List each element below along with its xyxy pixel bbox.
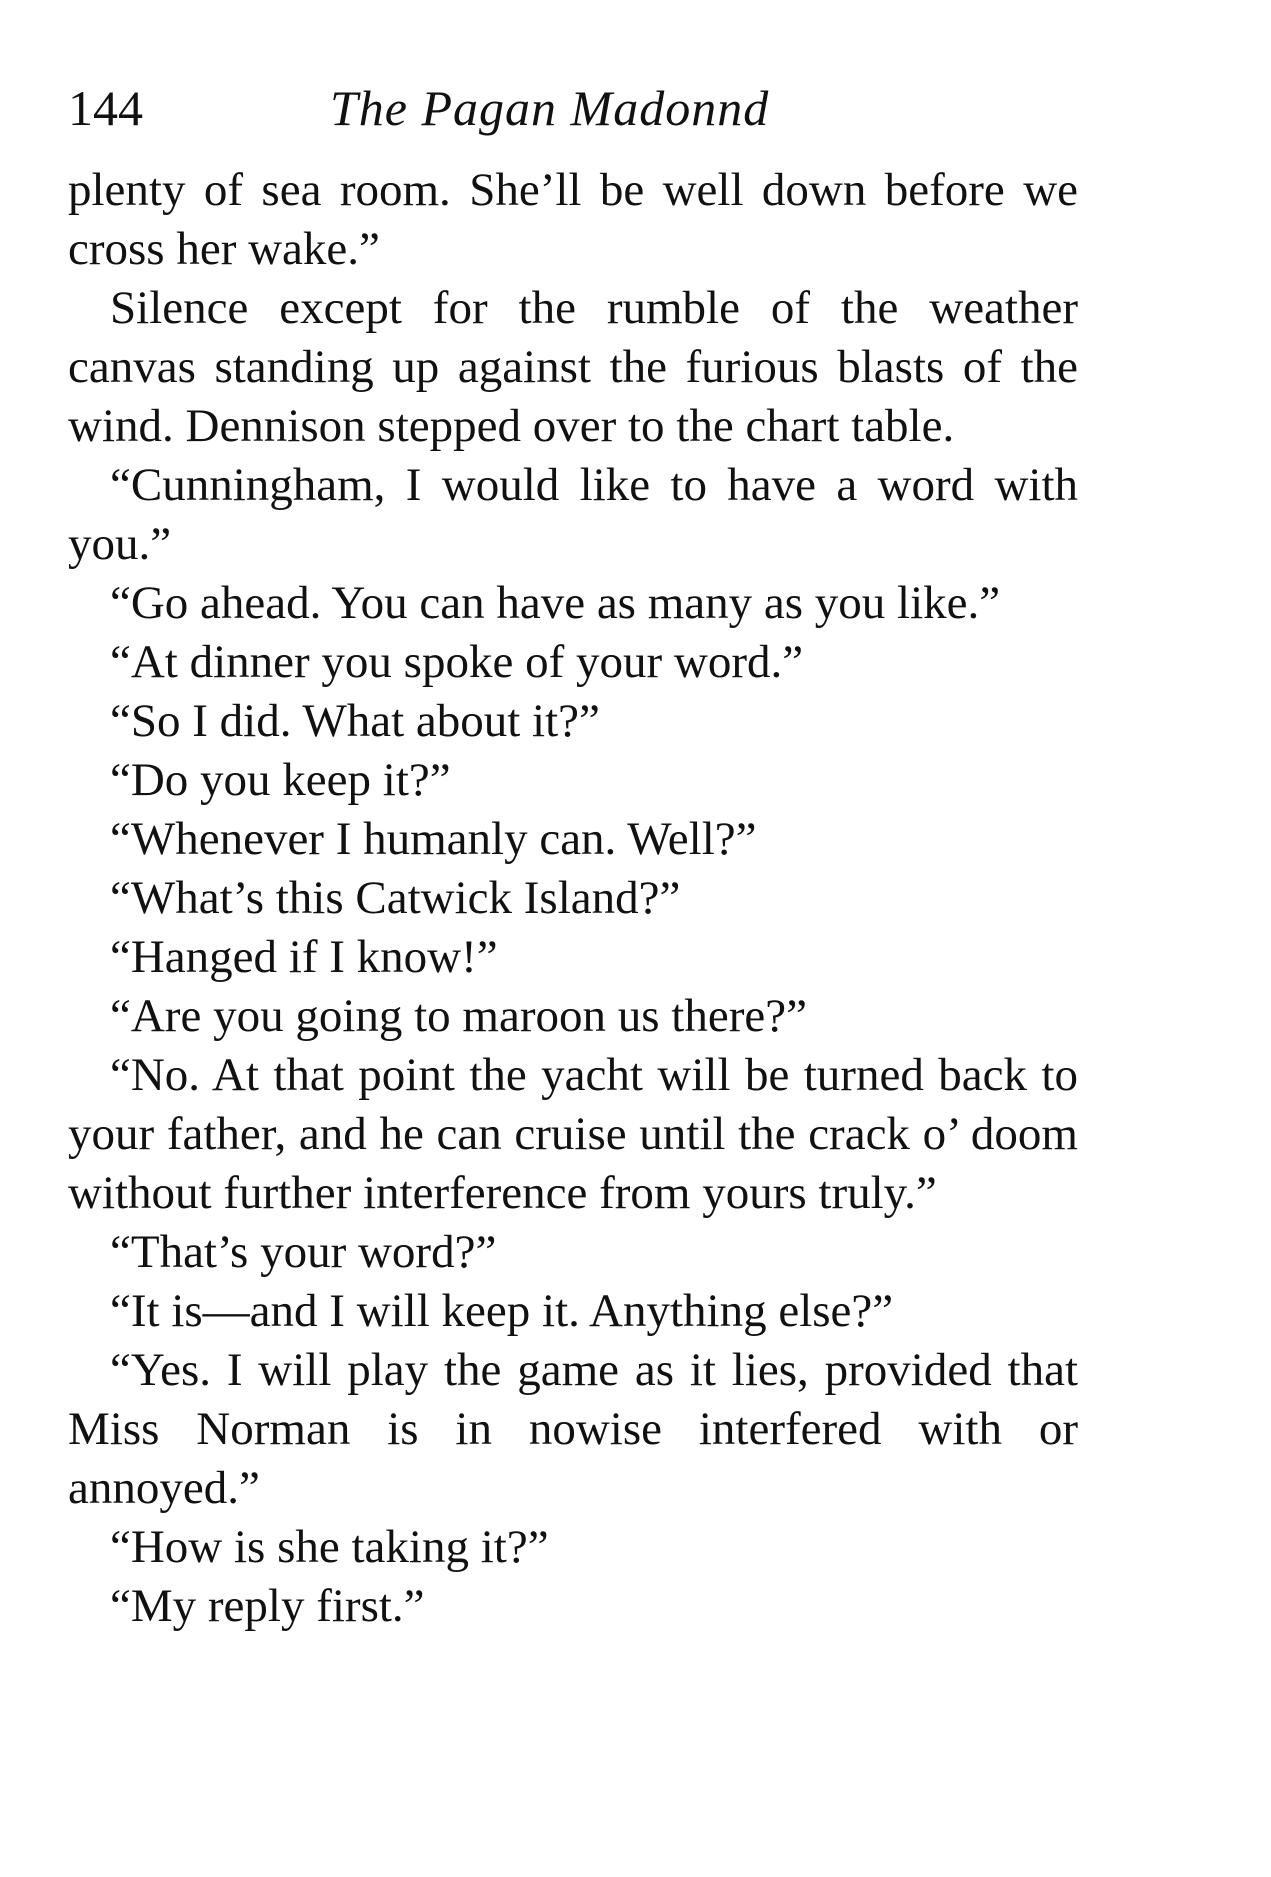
paragraph: “Cunningham, I would like to have a word with you.” xyxy=(68,459,1078,570)
paragraph: “Whenever I humanly can. Well?” xyxy=(110,813,757,865)
paragraph: “Are you going to maroon us there?” xyxy=(110,990,807,1042)
paragraph: “At dinner you spoke of your word.” xyxy=(110,636,804,688)
paragraph: “Hanged if I know!” xyxy=(110,931,498,983)
paragraph: “That’s your word?” xyxy=(110,1226,497,1278)
body-text xyxy=(68,161,1078,1636)
paragraph: “How is she taking it?” xyxy=(110,1521,549,1573)
page-number: 144 xyxy=(68,80,143,136)
paragraph: “No. At that point the yacht will be turned back to your father, and he can cruise until the crack o’ doom without further interference from yours truly.” xyxy=(68,1049,1078,1219)
paragraph: “Do you keep it?” xyxy=(110,754,451,806)
paragraph: “My reply first.” xyxy=(110,1580,425,1632)
paragraph: “What’s this Catwick Island?” xyxy=(110,872,681,924)
paragraph: “Yes. I will play the game as it lies, provided that Miss Norman is in nowise interfered with or annoyed.” xyxy=(68,1344,1078,1514)
page-header xyxy=(68,78,1078,138)
paragraph: “Go ahead. You can have as many as you like.” xyxy=(110,577,1001,629)
paragraph: plenty of sea room. She’ll be well down before we cross her wake.” xyxy=(68,164,1078,275)
paragraph: “So I did. What about it?” xyxy=(110,695,600,747)
paragraph: Silence except for the rumble of the weather canvas standing up against the furious blasts of the wind. Dennison stepped over to the chart table. xyxy=(68,282,1078,452)
paragraph: “It is—and I will keep it. Anything else?” xyxy=(110,1285,894,1337)
running-title: The Pagan Madonnd xyxy=(330,80,770,136)
